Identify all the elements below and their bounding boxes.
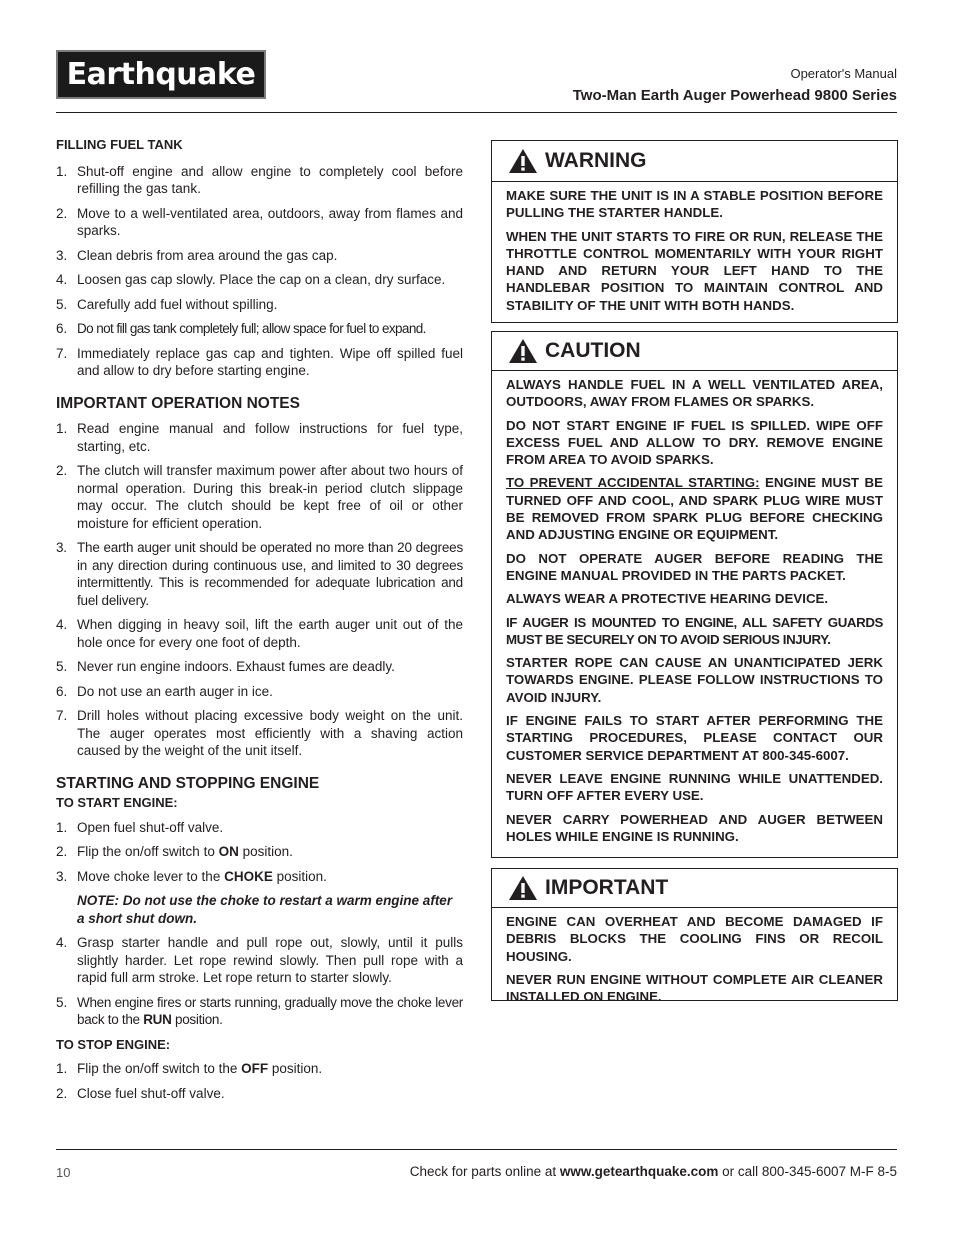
manual-subtitle: Operator's Manual bbox=[790, 66, 897, 81]
list-item: 3. Clean debris from area around the gas cap. bbox=[56, 247, 338, 263]
list-item: 2. Move to a well-ventilated area, outdoors, away from flames and sparks. bbox=[56, 205, 463, 238]
warning-text: MAKE SURE THE UNIT IS IN A STABLE POSITION BEFORE PULLING THE STARTER HANDLE. bbox=[506, 188, 883, 221]
stop-engine-heading: TO STOP ENGINE: bbox=[56, 1036, 171, 1052]
page-number: 10 bbox=[56, 1165, 71, 1180]
caution-text: ALWAYS WEAR A PROTECTIVE HEARING DEVICE. bbox=[506, 591, 829, 607]
choke-note: NOTE: Do not use the choke to restart a warm engine after a short shut down. bbox=[77, 893, 453, 926]
important-box bbox=[491, 868, 898, 1005]
warning-triangle-icon bbox=[508, 148, 538, 174]
footer-text: Check for parts online at www.getearthquake.com or call 800-345-6007 M-F 8-5 bbox=[409, 1164, 897, 1179]
caution-text: IF AUGER IS MOUNTED TO ENGINE, ALL SAFETY GUARDS MUST BE SECURELY ON TO AVOID SERIOUS INJURY. bbox=[506, 614, 883, 647]
list-item: 2. The clutch will transfer maximum power after about two hours of normal operation. During this break-in period clutch slippage may occur. The clutch should be kept free of oil or other moisture for efficient operation. bbox=[56, 463, 463, 531]
caution-text: NEVER LEAVE ENGINE RUNNING WHILE UNATTENDED. TURN OFF AFTER EVERY USE. bbox=[506, 770, 883, 804]
manual-title: Two-Man Earth Auger Powerhead 9800 Series bbox=[572, 87, 897, 104]
header-rule bbox=[56, 112, 897, 113]
caution-header bbox=[492, 332, 897, 371]
list-item: 6. Do not use an earth auger in ice. bbox=[56, 683, 273, 699]
list-item: 5. Carefully add fuel without spilling. bbox=[56, 296, 278, 312]
caution-text: IF ENGINE FAILS TO START AFTER PERFORMING THE STARTING PROCEDURES, PLEASE CONTACT OUR CUSTOMER SERVICE DEPARTMENT AT 800-345-6007. bbox=[506, 713, 883, 763]
caution-text: DO NOT START ENGINE IF FUEL IS SPILLED. WIPE OFF EXCESS FUEL AND ALLOW TO DRY. REMOVE ENGINE FROM AREA TO AVOID SPARKS. bbox=[506, 417, 883, 468]
important-body bbox=[492, 908, 897, 1017]
caution-text: NEVER CARRY POWERHEAD AND AUGER BETWEEN HOLES WHILE ENGINE IS RUNNING. bbox=[506, 811, 883, 844]
list-item: 7. Immediately replace gas cap and tighten. Wipe off spilled fuel and allow to dry before starting engine. bbox=[56, 345, 463, 378]
operation-steps bbox=[56, 420, 463, 760]
list-item: 3. Move choke lever to the CHOKE position. bbox=[56, 868, 327, 884]
warning-box bbox=[491, 140, 898, 323]
list-item: 4. Grasp starter handle and pull rope out, slowly, until it pulls slightly harder. Let rope rewind slowly. Then pull rope with a rapid full arm stroke. Let rope return to starter slowly. bbox=[56, 935, 463, 985]
list-item: 4. Loosen gas cap slowly. Place the cap on a clean, dry surface. bbox=[56, 272, 446, 287]
list-item: 6. Do not fill gas tank completely full; allow space for fuel to expand. bbox=[56, 321, 426, 336]
footer-rule bbox=[56, 1149, 897, 1150]
caution-text: STARTER ROPE CAN CAUSE AN UNANTICIPATED JERK TOWARDS ENGINE. PLEASE FOLLOW INSTRUCTIONS TO AVOID INJURY. bbox=[506, 655, 883, 705]
list-item: 1. Open fuel shut-off valve. bbox=[56, 819, 224, 835]
important-text: NEVER RUN ENGINE WITHOUT COMPLETE AIR CLEANER INSTALLED ON ENGINE. bbox=[506, 971, 883, 1005]
caution-title: CAUTION bbox=[545, 339, 641, 362]
list-item: 3. The earth auger unit should be operated no more than 20 degrees in any direction during continuous use, and limited to 30 degrees intermittently. This is recommended for adequate lubrication and fuel delivery. bbox=[56, 540, 463, 608]
start-steps-continued bbox=[56, 934, 463, 1029]
caution-text: DO NOT OPERATE AUGER BEFORE READING THE ENGINE MANUAL PROVIDED IN THE PARTS PACKET. bbox=[506, 550, 883, 583]
caution-box bbox=[491, 331, 898, 858]
logo-text: Earthquake bbox=[66, 57, 256, 92]
start-steps bbox=[56, 819, 463, 886]
warning-text: WHEN THE UNIT STARTS TO FIRE OR RUN, RELEASE THE THROTTLE CONTROL MOMENTARILY WITH YOUR RIGHT HAND AND RETURN YOUR LEFT HAND TO THE HANDLEBAR POSITION TO MAINTAIN CONTROL AND STABILITY OF THE UNIT WITH BOTH HANDS. bbox=[506, 228, 883, 313]
caution-text: TO PREVENT ACCIDENTAL STARTING: ENGINE MUST BE TURNED OFF AND COOL, AND SPARK PLUG WIRE MUST BE REMOVED FROM SPARK PLUG BEFORE CHECKING AND ADJUSTING ENGINE OR EQUIPMENT. bbox=[506, 475, 883, 543]
filling-steps bbox=[56, 163, 463, 380]
left-column bbox=[56, 136, 463, 1109]
warning-header bbox=[492, 141, 897, 182]
website-link[interactable]: www.getearthquake.com bbox=[559, 1164, 719, 1179]
list-item: 2. Flip the on/off switch to ON position. bbox=[56, 844, 293, 859]
warning-triangle-icon bbox=[508, 875, 538, 901]
important-header bbox=[492, 869, 897, 908]
list-item: 5. When engine fires or starts running, gradually move the choke lever back to the RUN position. bbox=[56, 994, 463, 1027]
filling-heading: FILLING FUEL TANK bbox=[56, 137, 183, 152]
starting-heading: STARTING AND STOPPING ENGINE bbox=[56, 774, 320, 792]
list-item: 1. Flip the on/off switch to the OFF position. bbox=[56, 1061, 323, 1076]
caution-text: ALWAYS HANDLE FUEL IN A WELL VENTILATED AREA, OUTDOORS, AWAY FROM FLAMES OR SPARKS. bbox=[506, 377, 883, 410]
caution-body bbox=[492, 371, 897, 857]
important-title: IMPORTANT bbox=[545, 876, 669, 899]
start-engine-heading: TO START ENGINE: bbox=[56, 795, 178, 810]
list-item: 5. Never run engine indoors. Exhaust fumes are deadly. bbox=[56, 659, 395, 674]
list-item: 4. When digging in heavy soil, lift the earth auger unit out of the hole once for every one foot of depth. bbox=[56, 617, 463, 650]
operation-heading: IMPORTANT OPERATION NOTES bbox=[56, 394, 300, 412]
list-item: 1. Shut-off engine and allow engine to completely cool before refilling the gas tank. bbox=[56, 163, 463, 196]
list-item: 2. Close fuel shut-off valve. bbox=[56, 1085, 225, 1101]
list-item: 7. Drill holes without placing excessive body weight on the unit. The auger operates most efficiently with a shaving action caused by the weight of the unit itself. bbox=[56, 708, 463, 758]
important-text: ENGINE CAN OVERHEAT AND BECOME DAMAGED IF DEBRIS BLOCKS THE COOLING FINS OR RECOIL HOUSING. bbox=[506, 914, 883, 964]
list-item: 1. Read engine manual and follow instructions for fuel type, starting, etc. bbox=[56, 421, 463, 454]
earthquake-logo bbox=[56, 50, 266, 99]
warning-body bbox=[492, 182, 897, 326]
warning-title: WARNING bbox=[545, 149, 647, 172]
warning-triangle-icon bbox=[508, 338, 538, 364]
stop-steps bbox=[56, 1060, 463, 1102]
